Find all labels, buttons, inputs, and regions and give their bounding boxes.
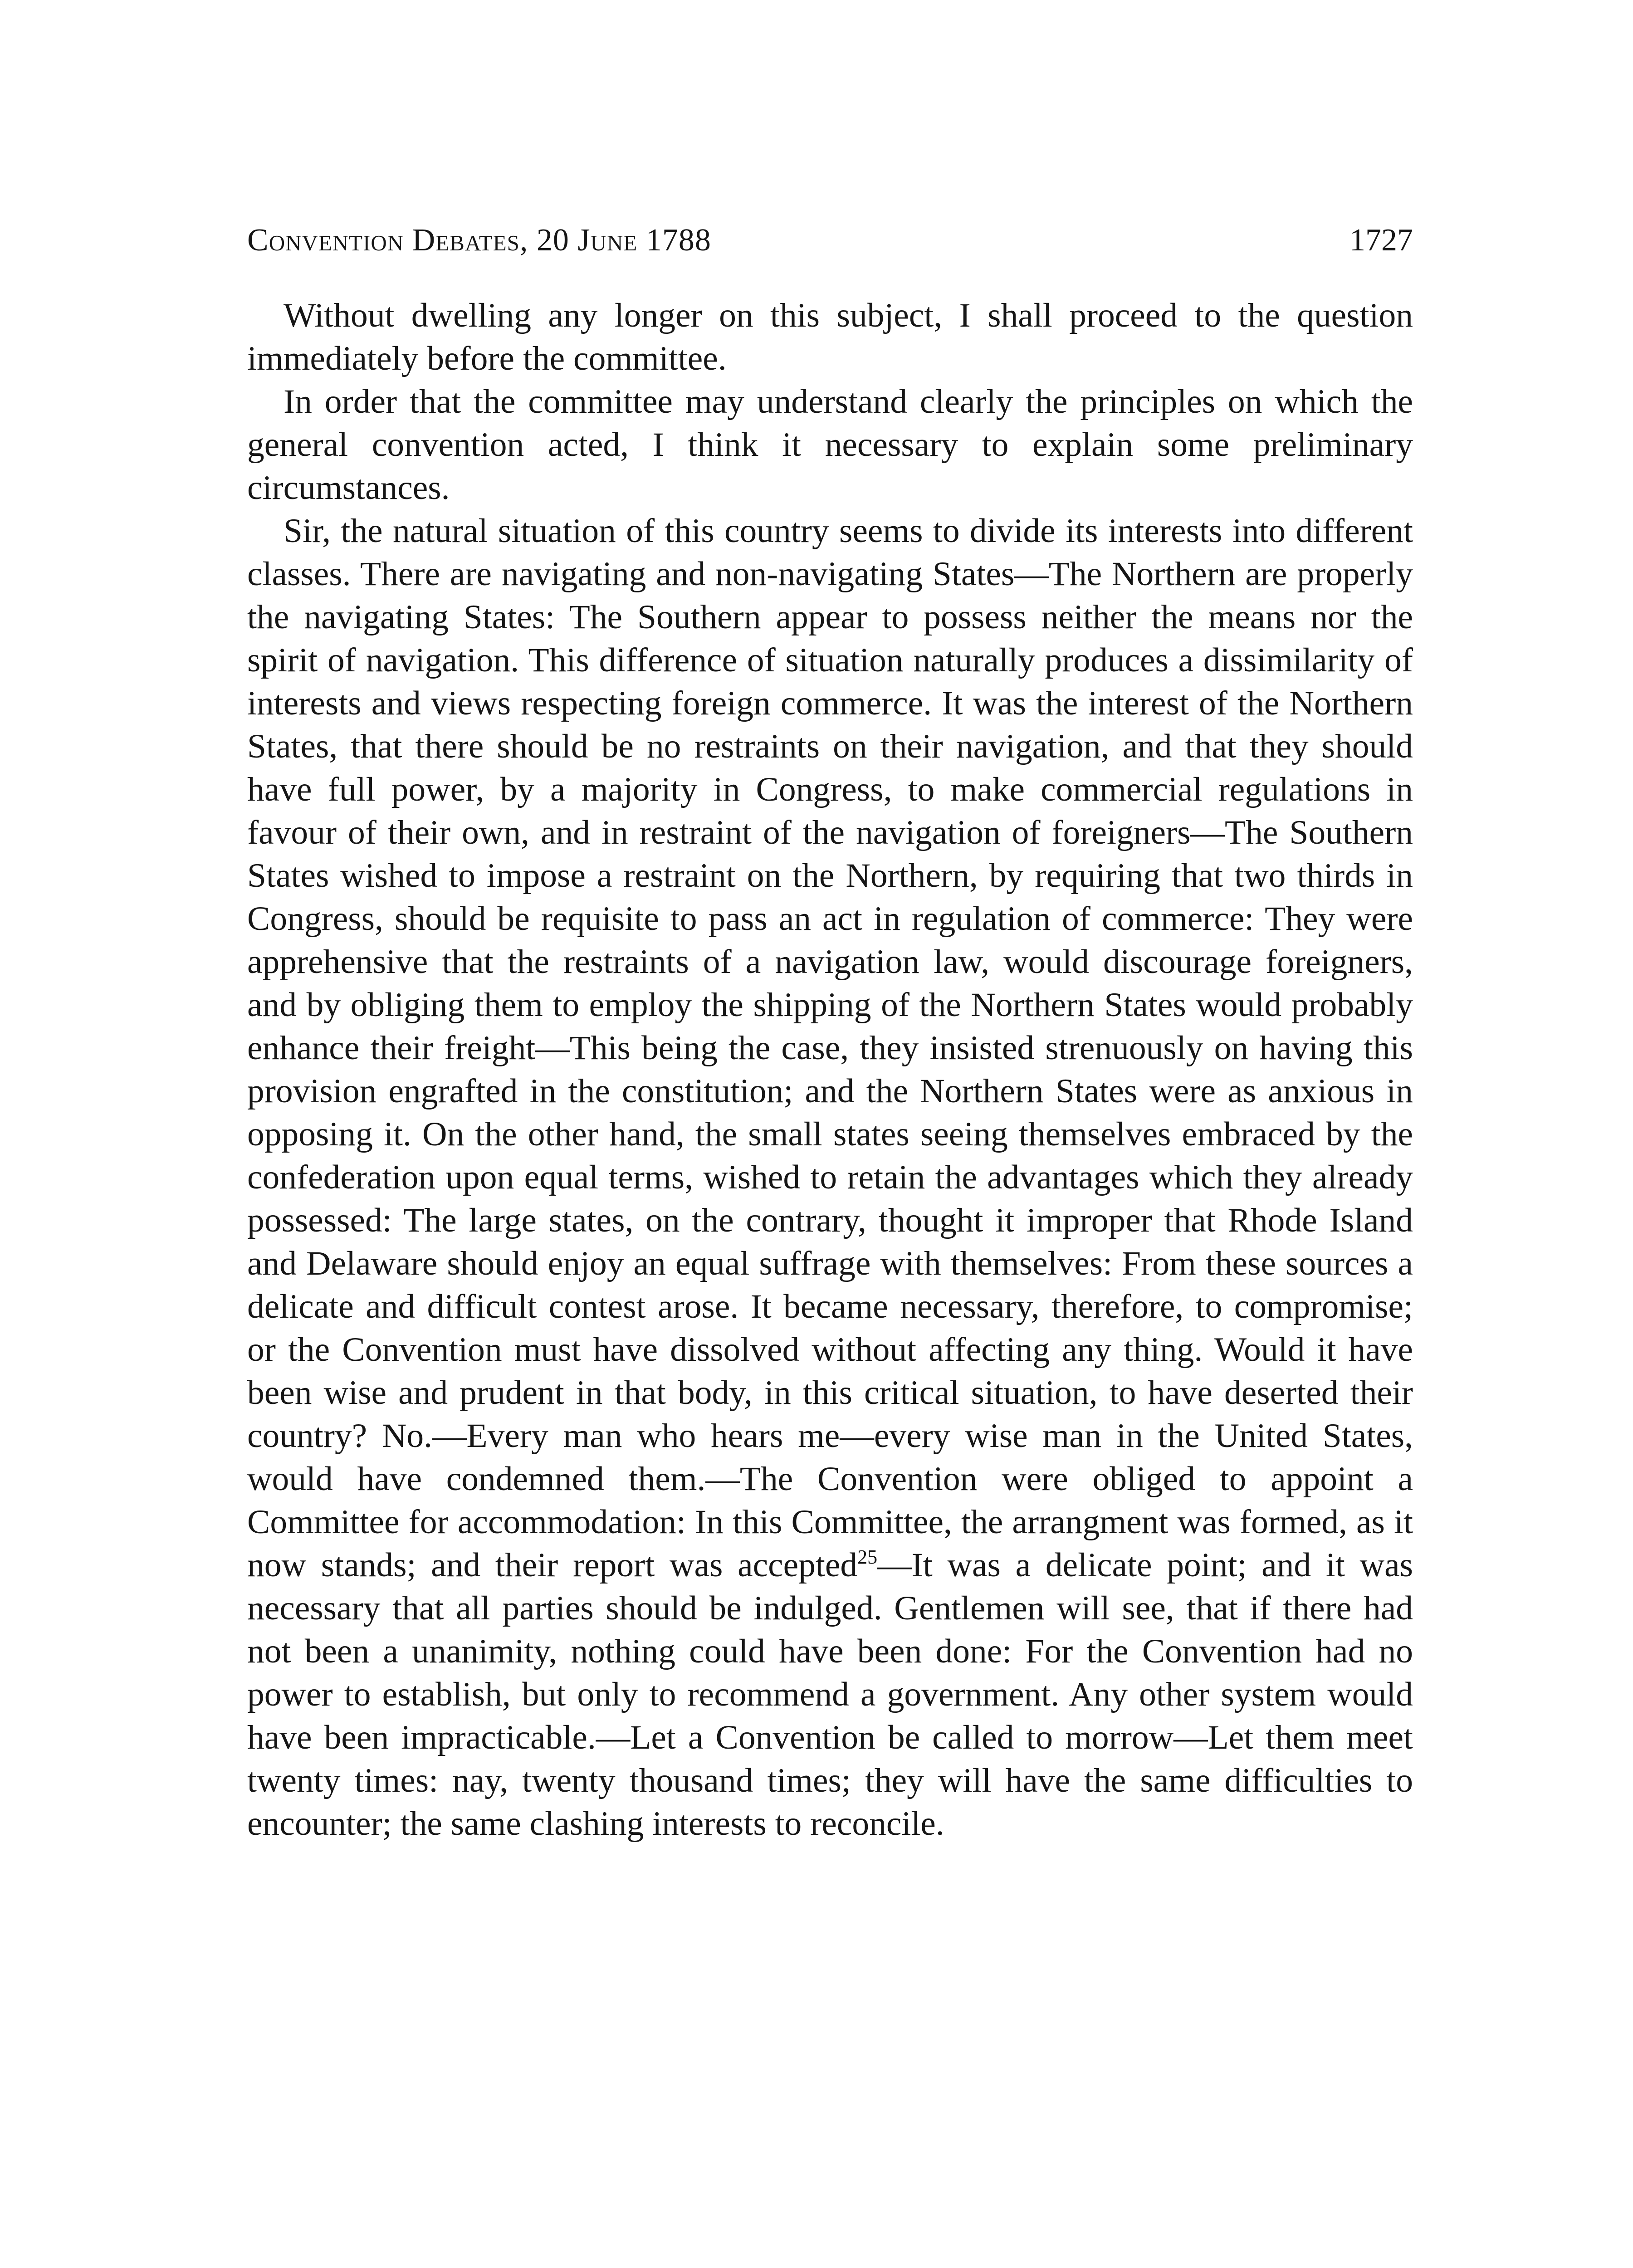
running-title: Convention Debates, 20 June 1788 [247, 223, 711, 258]
document-page [247, 222, 1413, 1845]
page-number: 1727 [1349, 223, 1413, 258]
paragraph-text: —It was a delicate point; and it was necessary that all parties should be indulged. Gentlemen will see, that if there had not been a unanimity, nothing could have been done: For the Convention had no power to establish, but only to recommend a government. Any other system would have been impracticable.—Let a Convention be called to morrow—Let them meet twenty times: nay, twenty thousand times; they will have the same difficulties to encounter; the same clashing interests to reconcile. [247, 1546, 1413, 1843]
footnote-reference: 25 [857, 1546, 878, 1568]
paragraph: Without dwelling any longer on this subject, I shall proceed to the question immediately before the committee. [247, 297, 1413, 377]
paragraph [247, 509, 1413, 1845]
paragraph-text: Sir, the natural situation of this country seems to divide its interests into different classes. There are navigating and non-navigating States—The Northern are properly the navigating States: The Southern appear to possess neither the means nor the spirit of navigation. This difference of situation naturally produces a dissimilarity of interests and views respecting foreign commerce. It was the interest of the Northern States, that there should be no restraints on their navigation, and that they should have full power, by a majority in Congress, to make commercial regulations in favour of their own, and in restraint of the navigation of foreigners—The Southern States wished to impose a restraint on the Northern, by requiring that two thirds in Congress, should be requisite to pass an act in regulation of commerce: They were apprehensive that the restraints of a navigation law, would discourage foreigners, and by obliging them to employ the shipping of the Northern States would probably enhance their freight—This being the case, they insisted strenuously on having this provision engrafted in the constitution; and the Northern States were as anxious in opposing it. On the other hand, the small states seeing themselves embraced by the confederation upon equal terms, wished to retain the advantages which they already possessed: The large states, on the contrary, thought it improper that Rhode Island and Delaware should enjoy an equal suffrage with themselves: From these sources a delicate and difficult contest arose. It became necessary, therefore, to compromise; or the Convention must have dissolved without affecting any thing. Would it have been wise and prudent in that body, in this critical situation, to have deserted their country? No.—Every man who hears me—every wise man in the United States, would have condemned them.—The Convention were obliged to appoint a Committee for accommodation: In this Committee, the arrangment was formed, as it now stands; and their report was accepted [247, 512, 1413, 1584]
paragraph: In order that the committee may understand clearly the principles on which the general convention acted, I think it necessary to explain some preliminary circumstances. [247, 383, 1413, 507]
running-head [247, 222, 1413, 259]
body-text [247, 294, 1413, 1845]
